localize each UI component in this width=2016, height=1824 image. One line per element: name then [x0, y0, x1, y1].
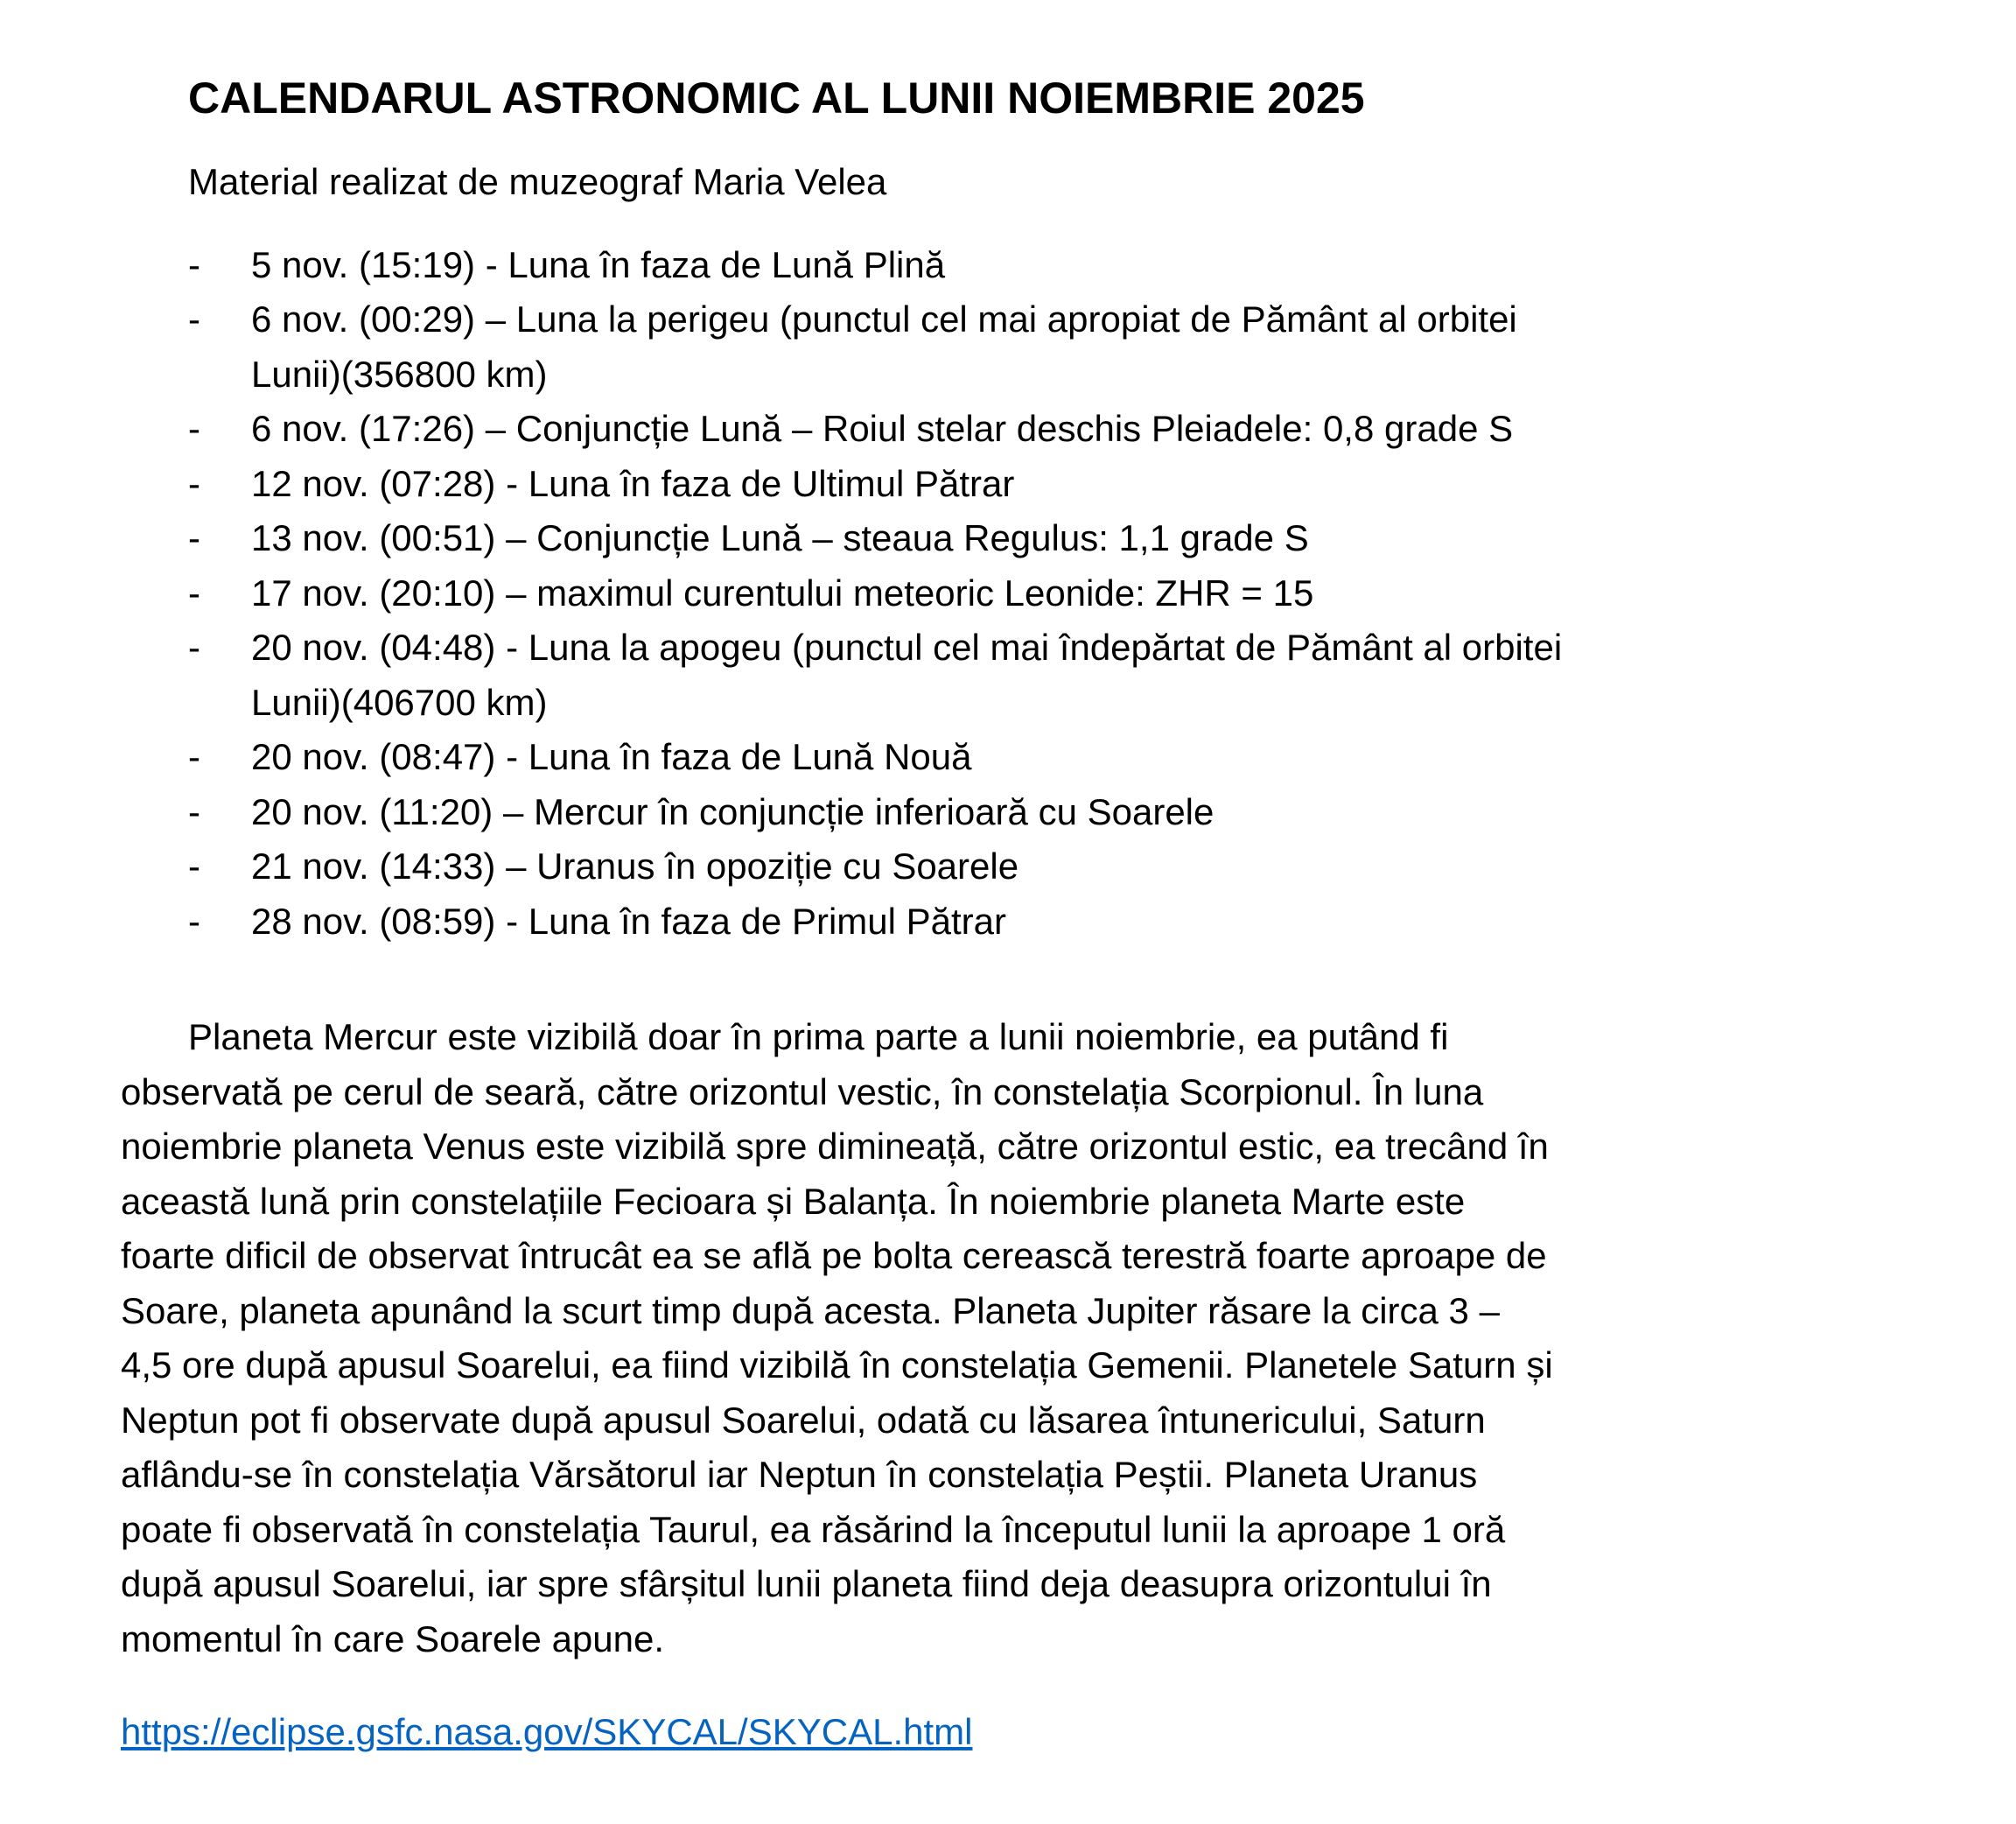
body-paragraph	[121, 1010, 1911, 1666]
bullet-dash: -	[188, 790, 200, 832]
event-line: 21 nov. (14:33) – Uranus în opoziție cu Soarele	[251, 845, 1019, 887]
event-line: 20 nov. (04:48) - Luna la apogeu (punctul cel mai îndepărtat de Pământ al orbitei	[251, 627, 1563, 668]
event-item	[121, 621, 1911, 730]
event-line: 5 nov. (15:19) - Luna în faza de Lună Plină	[251, 243, 946, 285]
event-line: 20 nov. (08:47) - Luna în faza de Lună Nouă	[251, 736, 972, 777]
paragraph-line: poate fi observată în constelația Taurul, ea răsărind la începutul lunii la aproape 1 oră	[121, 1508, 1506, 1550]
bullet-dash: -	[188, 845, 200, 887]
paragraph-line: această lună prin constelațiile Fecioara și Balanța. În noiembrie planeta Marte este	[121, 1180, 1466, 1222]
bullet-dash: -	[188, 736, 200, 777]
link-row	[121, 1705, 1911, 1760]
bullet-dash: -	[188, 243, 200, 285]
event-item	[121, 292, 1911, 402]
event-item	[121, 566, 1911, 621]
event-item	[121, 402, 1911, 457]
paragraph-line: momentul în care Soarele apune.	[121, 1617, 665, 1659]
skycal-link[interactable]: https://eclipse.gsfc.nasa.gov/SKYCAL/SKYCAL.html	[121, 1711, 973, 1752]
paragraph-line: aflându-se în constelația Vărsătorul iar Neptun în constelația Peștii. Planeta Uranus	[121, 1454, 1478, 1495]
paragraph-line: observată pe cerul de seară, către orizontul vestic, în constelația Scorpionul. În luna	[121, 1070, 1484, 1112]
event-line: 20 nov. (11:20) – Mercur în conjuncție inferioară cu Soarele	[251, 790, 1214, 832]
event-line: 6 nov. (17:26) – Conjuncție Lună – Roiul stelar deschis Pleiadele: 0,8 grade S	[251, 408, 1514, 449]
events-list	[121, 238, 1911, 950]
page-title: CALENDARUL ASTRONOMIC AL LUNII NOIEMBRIE 2025	[188, 74, 1365, 123]
event-item	[121, 894, 1911, 950]
bullet-dash: -	[188, 462, 200, 504]
event-line: Lunii)(406700 km)	[251, 681, 548, 723]
bullet-dash: -	[188, 517, 200, 558]
paragraph-line: noiembrie planeta Venus este vizibilă spre dimineață, către orizontul estic, ea trecând în	[121, 1126, 1549, 1167]
event-line: 12 nov. (07:28) - Luna în faza de Ultimul Pătrar	[251, 462, 1015, 504]
event-item	[121, 839, 1911, 894]
event-item	[121, 457, 1911, 512]
event-line: 13 nov. (00:51) – Conjuncție Lună – steaua Regulus: 1,1 grade S	[251, 517, 1309, 558]
event-item	[121, 511, 1911, 566]
event-item	[121, 730, 1911, 785]
paragraph-line: foarte dificil de observat întrucât ea se află pe bolta cerească terestră foarte aproape de	[121, 1235, 1547, 1276]
event-item	[121, 238, 1911, 293]
bullet-dash: -	[188, 900, 200, 942]
event-line: 17 nov. (20:10) – maximul curentului meteoric Leonide: ZHR = 15	[251, 572, 1314, 614]
event-line: Lunii)(356800 km)	[251, 353, 548, 395]
paragraph-line: 4,5 ore după apusul Soarelui, ea fiind vizibilă în constelația Gemenii. Planetele Saturn și	[121, 1344, 1553, 1386]
paragraph-line: Neptun pot fi observate după apusul Soarelui, odată cu lăsarea întunericului, Saturn	[121, 1399, 1486, 1441]
event-line: 28 nov. (08:59) - Luna în faza de Primul Pătrar	[251, 900, 1007, 942]
subtitle-author: Material realizat de muzeograf Maria Velea	[188, 161, 887, 202]
document-page	[0, 72, 2016, 1824]
paragraph-line: după apusul Soarelui, iar spre sfârșitul lunii planeta fiind deja deasupra orizontului în	[121, 1563, 1492, 1604]
bullet-dash: -	[188, 627, 200, 668]
bullet-dash: -	[188, 572, 200, 614]
bullet-dash: -	[188, 408, 200, 449]
bullet-dash: -	[188, 298, 200, 340]
event-item	[121, 785, 1911, 840]
paragraph-line: Planeta Mercur este vizibilă doar în prima parte a lunii noiembrie, ea putând fi	[188, 1016, 1449, 1057]
event-line: 6 nov. (00:29) – Luna la perigeu (punctul cel mai apropiat de Pământ al orbitei	[251, 298, 1517, 340]
paragraph-line: Soare, planeta apunând la scurt timp după acesta. Planeta Jupiter răsare la circa 3 –	[121, 1289, 1500, 1331]
